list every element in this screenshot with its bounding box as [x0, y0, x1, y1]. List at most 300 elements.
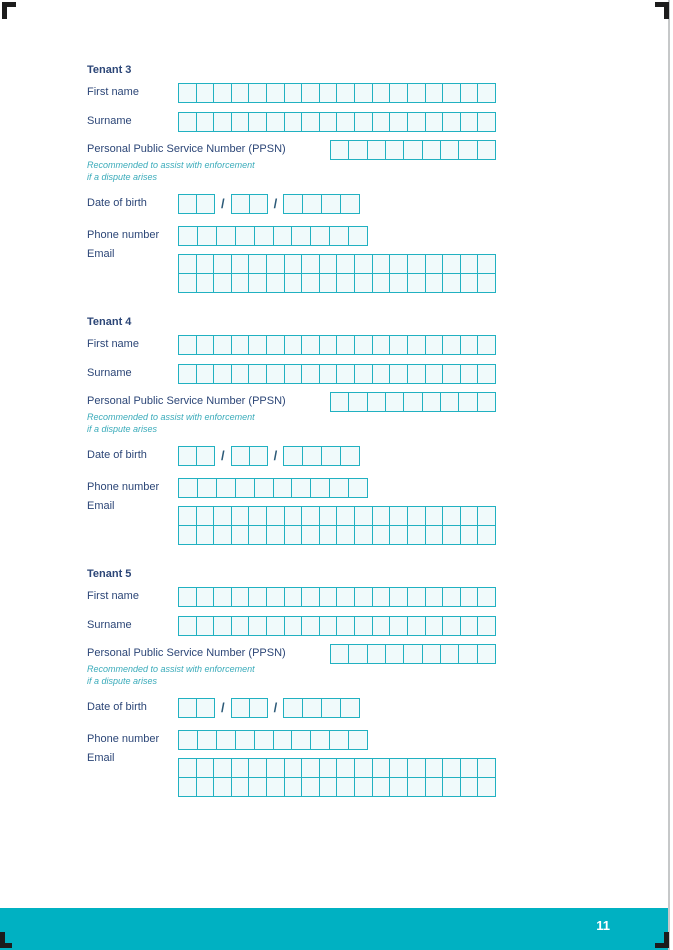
char-box: [178, 506, 197, 526]
char-box: [372, 616, 391, 636]
char-box: [196, 506, 215, 526]
char-box: [178, 446, 197, 466]
char-box: [425, 273, 444, 293]
surname-boxes[interactable]: [178, 364, 496, 384]
char-box: [407, 616, 426, 636]
first-name-boxes[interactable]: [178, 83, 496, 103]
char-box: [367, 140, 386, 160]
dob-month-boxes[interactable]: [231, 446, 268, 466]
char-box: [321, 446, 341, 466]
char-box: [284, 506, 303, 526]
char-box: [231, 587, 250, 607]
ppsn-note: [87, 412, 357, 435]
char-box: [231, 112, 250, 132]
email-row-boxes: [178, 758, 496, 778]
ppsn-boxes[interactable]: [330, 644, 496, 664]
char-box: [442, 254, 461, 274]
field-label: Email: [87, 248, 115, 260]
char-box: [231, 273, 250, 293]
char-box: [477, 758, 496, 778]
char-box: [389, 112, 408, 132]
field-label: First name: [87, 86, 139, 98]
char-box: [442, 83, 461, 103]
char-box: [354, 112, 373, 132]
surname-boxes[interactable]: [178, 616, 496, 636]
char-box: [301, 777, 320, 797]
char-box: [196, 525, 215, 545]
crop-mark-bottom-right: [655, 932, 669, 948]
char-box: [425, 587, 444, 607]
char-box: [440, 392, 459, 412]
dob-boxes[interactable]: [178, 446, 360, 466]
char-box: [407, 335, 426, 355]
field-label: Personal Public Service Number (PPSN): [87, 647, 286, 659]
email-row-boxes: [178, 506, 496, 526]
char-box: [266, 364, 285, 384]
char-box: [196, 273, 215, 293]
char-box: [249, 194, 268, 214]
char-box: [310, 730, 330, 750]
dob-separator: /: [221, 700, 225, 715]
ppsn-note-line1: Recommended to assist with enforcement: [87, 160, 255, 170]
char-box: [403, 392, 422, 412]
section-title: Tenant 3: [87, 64, 132, 76]
char-box: [231, 698, 250, 718]
char-box: [403, 140, 422, 160]
field-label: Personal Public Service Number (PPSN): [87, 143, 286, 155]
char-box: [477, 644, 496, 664]
char-box: [372, 335, 391, 355]
tenant-section: [87, 568, 496, 820]
char-box: [319, 273, 338, 293]
ppsn-note-line2: if a dispute arises: [87, 171, 158, 182]
ppsn-note-line2: if a dispute arises: [87, 423, 158, 434]
char-box: [231, 446, 250, 466]
crop-mark-top-right: [655, 2, 669, 19]
char-box: [477, 506, 496, 526]
char-box: [248, 777, 267, 797]
char-box: [407, 506, 426, 526]
char-box: [266, 335, 285, 355]
ppsn-note: [87, 664, 357, 687]
char-box: [354, 587, 373, 607]
char-box: [442, 525, 461, 545]
char-box: [354, 506, 373, 526]
char-box: [235, 478, 255, 498]
char-box: [354, 364, 373, 384]
field-label: Phone number: [87, 733, 160, 745]
char-box: [178, 730, 198, 750]
email-boxes[interactable]: [178, 758, 496, 797]
char-box: [291, 730, 311, 750]
ppsn-boxes[interactable]: [330, 392, 496, 412]
char-box: [336, 364, 355, 384]
char-box: [460, 254, 479, 274]
char-box: [216, 478, 236, 498]
ppsn-boxes[interactable]: [330, 140, 496, 160]
char-box: [477, 335, 496, 355]
char-box: [372, 506, 391, 526]
char-box: [283, 446, 303, 466]
char-box: [302, 194, 322, 214]
char-box: [301, 112, 320, 132]
char-box: [213, 587, 232, 607]
char-box: [248, 506, 267, 526]
char-box: [196, 698, 215, 718]
field-label: Phone number: [87, 229, 160, 241]
char-box: [372, 112, 391, 132]
char-box: [196, 335, 215, 355]
char-box: [266, 616, 285, 636]
char-box: [178, 112, 197, 132]
char-box: [319, 364, 338, 384]
char-box: [197, 730, 217, 750]
char-box: [407, 254, 426, 274]
char-box: [442, 758, 461, 778]
char-box: [348, 478, 368, 498]
char-box: [389, 254, 408, 274]
char-box: [477, 777, 496, 797]
char-box: [389, 273, 408, 293]
char-box: [477, 140, 496, 160]
char-box: [372, 254, 391, 274]
char-box: [425, 506, 444, 526]
char-box: [385, 392, 404, 412]
char-box: [385, 644, 404, 664]
char-box: [196, 254, 215, 274]
char-box: [442, 777, 461, 797]
dob-separator: /: [221, 196, 225, 211]
char-box: [178, 83, 197, 103]
char-box: [196, 112, 215, 132]
email-row-boxes: [178, 273, 496, 293]
dob-month-boxes[interactable]: [231, 194, 268, 214]
email-row-boxes: [178, 254, 496, 274]
char-box: [367, 392, 386, 412]
char-box: [372, 587, 391, 607]
char-box: [284, 758, 303, 778]
char-box: [442, 335, 461, 355]
char-box: [329, 730, 349, 750]
dob-month-boxes[interactable]: [231, 698, 268, 718]
char-box: [389, 83, 408, 103]
char-box: [425, 616, 444, 636]
char-box: [442, 506, 461, 526]
char-box: [422, 392, 441, 412]
char-box: [336, 335, 355, 355]
char-box: [235, 730, 255, 750]
char-box: [284, 273, 303, 293]
char-box: [354, 273, 373, 293]
ppsn-note-line1: Recommended to assist with enforcement: [87, 664, 255, 674]
char-box: [248, 587, 267, 607]
char-box: [460, 758, 479, 778]
char-box: [330, 644, 349, 664]
char-box: [336, 506, 355, 526]
dob-boxes[interactable]: [178, 698, 360, 718]
char-box: [266, 587, 285, 607]
tenant-section: [87, 64, 496, 316]
char-box: [319, 616, 338, 636]
char-box: [319, 335, 338, 355]
char-box: [407, 525, 426, 545]
char-box: [407, 777, 426, 797]
char-box: [254, 478, 274, 498]
field-label: Date of birth: [87, 449, 147, 461]
char-box: [197, 226, 217, 246]
char-box: [330, 392, 349, 412]
char-box: [231, 758, 250, 778]
char-box: [442, 273, 461, 293]
char-box: [213, 777, 232, 797]
char-box: [348, 226, 368, 246]
char-box: [283, 698, 303, 718]
char-box: [310, 226, 330, 246]
char-box: [460, 616, 479, 636]
char-box: [460, 112, 479, 132]
char-box: [336, 777, 355, 797]
char-box: [348, 644, 367, 664]
char-box: [389, 506, 408, 526]
email-row-boxes: [178, 777, 496, 797]
char-box: [440, 140, 459, 160]
char-box: [266, 83, 285, 103]
char-box: [254, 226, 274, 246]
crop-mark-bottom-left: [0, 932, 12, 948]
char-box: [477, 525, 496, 545]
email-boxes[interactable]: [178, 506, 496, 545]
char-box: [266, 506, 285, 526]
char-box: [340, 194, 360, 214]
dob-day-boxes[interactable]: [178, 194, 215, 214]
char-box: [422, 140, 441, 160]
first-name-boxes[interactable]: [178, 335, 496, 355]
dob-boxes[interactable]: [178, 194, 360, 214]
char-box: [442, 587, 461, 607]
char-box: [178, 698, 197, 718]
char-box: [284, 254, 303, 274]
dob-day-boxes[interactable]: [178, 698, 215, 718]
char-box: [213, 83, 232, 103]
char-box: [178, 777, 197, 797]
field-label: Surname: [87, 367, 132, 379]
char-box: [422, 644, 441, 664]
char-box: [442, 616, 461, 636]
char-box: [284, 777, 303, 797]
char-box: [458, 644, 477, 664]
char-box: [440, 644, 459, 664]
char-box: [336, 254, 355, 274]
field-label: Surname: [87, 619, 132, 631]
char-box: [231, 364, 250, 384]
char-box: [231, 777, 250, 797]
char-box: [231, 525, 250, 545]
char-box: [372, 758, 391, 778]
field-label: Surname: [87, 115, 132, 127]
char-box: [425, 335, 444, 355]
char-box: [284, 112, 303, 132]
char-box: [407, 587, 426, 607]
crop-mark-top-left: [2, 2, 16, 19]
char-box: [477, 254, 496, 274]
page-number: 11: [596, 918, 610, 933]
phone-boxes[interactable]: [178, 478, 368, 498]
surname-boxes[interactable]: [178, 112, 496, 132]
phone-boxes[interactable]: [178, 730, 368, 750]
char-box: [372, 525, 391, 545]
char-box: [425, 254, 444, 274]
field-label: Date of birth: [87, 197, 147, 209]
char-box: [291, 478, 311, 498]
char-box: [319, 587, 338, 607]
char-box: [321, 698, 341, 718]
char-box: [235, 226, 255, 246]
char-box: [477, 83, 496, 103]
char-box: [460, 364, 479, 384]
dob-year-boxes[interactable]: [283, 194, 360, 214]
char-box: [477, 616, 496, 636]
char-box: [389, 777, 408, 797]
char-box: [389, 758, 408, 778]
char-box: [310, 478, 330, 498]
char-box: [407, 364, 426, 384]
char-box: [178, 758, 197, 778]
field-label: First name: [87, 590, 139, 602]
char-box: [348, 392, 367, 412]
char-box: [249, 446, 268, 466]
field-label: Email: [87, 500, 115, 512]
char-box: [336, 112, 355, 132]
char-box: [248, 335, 267, 355]
char-box: [302, 446, 322, 466]
char-box: [213, 364, 232, 384]
char-box: [442, 364, 461, 384]
char-box: [354, 83, 373, 103]
dob-separator: /: [221, 448, 225, 463]
char-box: [354, 616, 373, 636]
char-box: [425, 777, 444, 797]
char-box: [302, 698, 322, 718]
char-box: [319, 112, 338, 132]
phone-boxes[interactable]: [178, 226, 368, 246]
section-title: Tenant 5: [87, 568, 132, 580]
char-box: [266, 254, 285, 274]
field-label: Email: [87, 752, 115, 764]
dob-separator: /: [273, 700, 278, 715]
char-box: [460, 506, 479, 526]
char-box: [389, 335, 408, 355]
char-box: [213, 254, 232, 274]
char-box: [336, 83, 355, 103]
char-box: [231, 83, 250, 103]
char-box: [197, 478, 217, 498]
char-box: [284, 83, 303, 103]
char-box: [266, 758, 285, 778]
char-box: [178, 273, 197, 293]
char-box: [196, 446, 215, 466]
char-box: [389, 587, 408, 607]
char-box: [460, 777, 479, 797]
char-box: [336, 758, 355, 778]
char-box: [231, 616, 250, 636]
char-box: [407, 758, 426, 778]
char-box: [248, 364, 267, 384]
first-name-boxes[interactable]: [178, 587, 496, 607]
char-box: [301, 616, 320, 636]
char-box: [372, 777, 391, 797]
char-box: [319, 758, 338, 778]
ppsn-note: [87, 160, 357, 183]
char-box: [231, 506, 250, 526]
char-box: [178, 587, 197, 607]
char-box: [178, 335, 197, 355]
char-box: [348, 730, 368, 750]
char-box: [340, 446, 360, 466]
email-boxes[interactable]: [178, 254, 496, 293]
char-box: [460, 335, 479, 355]
char-box: [248, 758, 267, 778]
char-box: [248, 525, 267, 545]
char-box: [196, 587, 215, 607]
char-box: [389, 364, 408, 384]
char-box: [196, 83, 215, 103]
dob-day-boxes[interactable]: [178, 446, 215, 466]
char-box: [273, 226, 293, 246]
char-box: [385, 140, 404, 160]
page-edge-line: [668, 0, 670, 950]
char-box: [266, 525, 285, 545]
char-box: [336, 273, 355, 293]
char-box: [458, 392, 477, 412]
tenant-section: [87, 316, 496, 568]
char-box: [354, 525, 373, 545]
char-box: [196, 777, 215, 797]
char-box: [273, 478, 293, 498]
section-title: Tenant 4: [87, 316, 132, 328]
char-box: [178, 616, 197, 636]
field-label: Phone number: [87, 481, 160, 493]
char-box: [248, 254, 267, 274]
char-box: [213, 335, 232, 355]
char-box: [301, 758, 320, 778]
dob-year-boxes[interactable]: [283, 446, 360, 466]
char-box: [372, 364, 391, 384]
char-box: [319, 777, 338, 797]
char-box: [178, 478, 198, 498]
char-box: [178, 254, 197, 274]
char-box: [389, 616, 408, 636]
char-box: [231, 194, 250, 214]
char-box: [196, 194, 215, 214]
char-box: [248, 616, 267, 636]
char-box: [336, 616, 355, 636]
char-box: [319, 83, 338, 103]
char-box: [273, 730, 293, 750]
char-box: [477, 273, 496, 293]
field-label: First name: [87, 338, 139, 350]
char-box: [336, 587, 355, 607]
char-box: [216, 730, 236, 750]
char-box: [196, 758, 215, 778]
char-box: [319, 525, 338, 545]
footer-bar: [0, 908, 670, 950]
char-box: [354, 758, 373, 778]
char-box: [329, 226, 349, 246]
char-box: [266, 273, 285, 293]
char-box: [442, 112, 461, 132]
dob-year-boxes[interactable]: [283, 698, 360, 718]
char-box: [425, 525, 444, 545]
